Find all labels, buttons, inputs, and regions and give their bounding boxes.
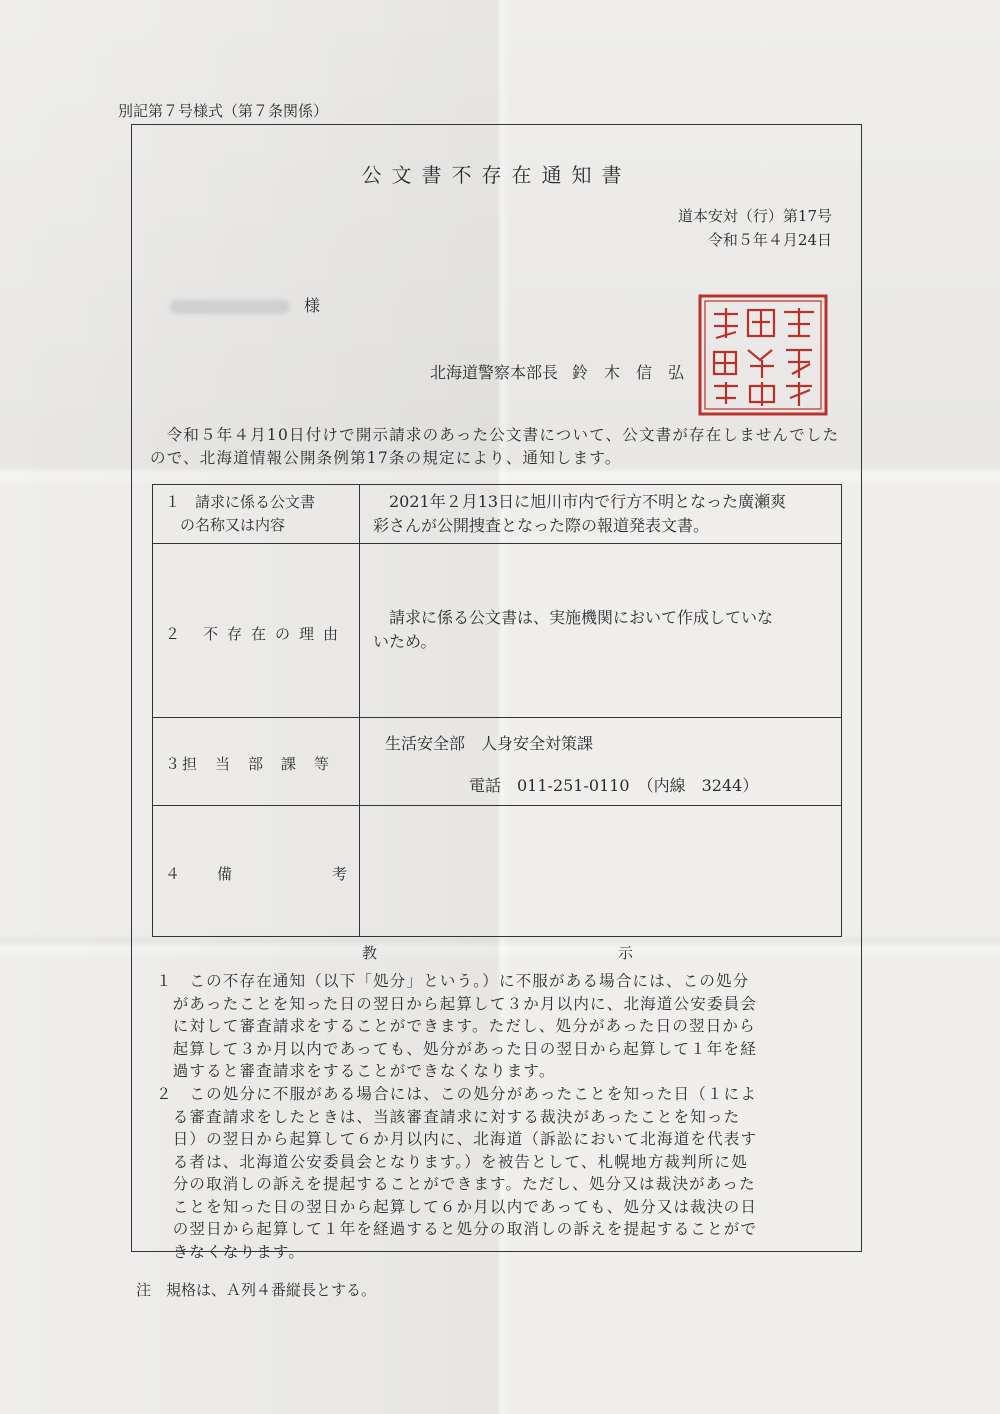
instruction-line: に対して審査請求をすることができます。ただし、処分があった日の翌日から [156, 1017, 756, 1035]
table-row-border [153, 717, 841, 718]
row3-label-num: ３ [165, 755, 181, 773]
instruction-line: る審査請求をしたときは、当該審査請求に対する裁決があったことを知った [156, 1107, 741, 1126]
instruction-line: きなくなります。 [156, 1242, 306, 1261]
instruction-line: 日）の翌日から起算して６か月以内に、北海道（訴訟において北海道を代表す [156, 1130, 758, 1148]
redacted-name [170, 300, 290, 314]
row1-value-line: 2021年２月13日に旭川市内で行方不明となった廣瀬爽 [373, 492, 787, 511]
official-seal-icon [692, 290, 834, 420]
row2-value [373, 606, 827, 654]
instruction-line: 分の取消しの訴えを提起することができます。ただし、処分又は裁決があった [156, 1175, 756, 1193]
footnote: 注 規格は、Ａ列４番縦長とする。 [136, 1281, 377, 1299]
intro-text [150, 424, 839, 469]
row4-label-text: 備考 [216, 865, 447, 883]
table-row-border [153, 805, 841, 806]
instruction-item-1 [156, 970, 757, 1083]
instruction-line: の翌日から起算して１年を経過すると処分の取消しの訴えを提起することがで [156, 1220, 758, 1238]
row4-label-num: ４ [165, 865, 181, 883]
row2-value-line: いため。 [373, 632, 437, 651]
document-date: 令和５年４月24日 [707, 231, 832, 249]
instruction-line: る者は、北海道公安委員会となります。）を被告として、札幌地方裁判所に処 [156, 1152, 748, 1171]
recipient-suffix: 様 [304, 296, 321, 315]
instruction-line: １ この不存在通知（以下「処分」という。）に不服がある場合には、この処分 [156, 972, 750, 990]
row3-label-text: 担当部課等 [181, 755, 347, 773]
row2-label-text: 不存在の理由 [202, 625, 347, 643]
row1-value [373, 490, 827, 538]
row1-label-line: １ 請求に係る公文書 [165, 493, 316, 511]
instruction-line: 過すると審査請求をすることができなくなります。 [156, 1062, 556, 1080]
row1-label [165, 491, 347, 537]
instruction-line: ことを知った日の翌日から起算して６か月以内であっても、処分又は裁決の日 [156, 1197, 758, 1216]
row2-label-num: ２ [165, 625, 181, 643]
row3-dept: 生活安全部 人身安全対策課 [385, 734, 594, 753]
row1-value-line: 彩さんが公開捜査となった際の報道発表文書。 [373, 516, 710, 535]
row2-value-line: 請求に係る公文書は、実施機関において作成していな [373, 608, 774, 627]
row4-label [165, 863, 447, 884]
info-table [152, 484, 842, 937]
document-title: 公文書不存在通知書 [361, 163, 632, 187]
document-number: 道本安対（行）第17号 [677, 207, 832, 225]
row2-label [165, 623, 347, 644]
row1-label-line: の名称又は内容 [165, 516, 286, 534]
issuer [430, 360, 684, 383]
instruction-item-2 [156, 1083, 757, 1263]
instruction-heading-left: 教 [362, 944, 378, 962]
instruction-line: があったことを知った日の翌日から起算して３か月以内に、北海道公安委員会 [156, 994, 758, 1013]
table-row-border [153, 543, 841, 544]
recipient [170, 293, 320, 316]
row3-label [165, 753, 347, 774]
form-label: 別記第７号様式（第７条関係） [118, 102, 329, 120]
instruction-line: ２ この処分に不服がある場合には、この処分があったことを知った日（１によ [156, 1085, 758, 1103]
instruction-heading-right: 示 [618, 944, 634, 962]
issuer-position: 北海道警察本部長 [430, 363, 559, 382]
intro-line: ので、北海道情報公開条例第17条の規定により、通知します。 [150, 448, 622, 467]
issuer-name: 鈴 木 信 弘 [572, 363, 685, 382]
row3-phone: 電話 011-251-0110 （内線 3244） [469, 776, 759, 795]
intro-line: 令和５年４月10日付けで開示請求のあった公文書について、公文書が存在しませんでした [150, 426, 840, 444]
instruction-line: 起算して３か月以内であっても、処分があった日の翌日から起算して１年を経 [156, 1039, 757, 1058]
